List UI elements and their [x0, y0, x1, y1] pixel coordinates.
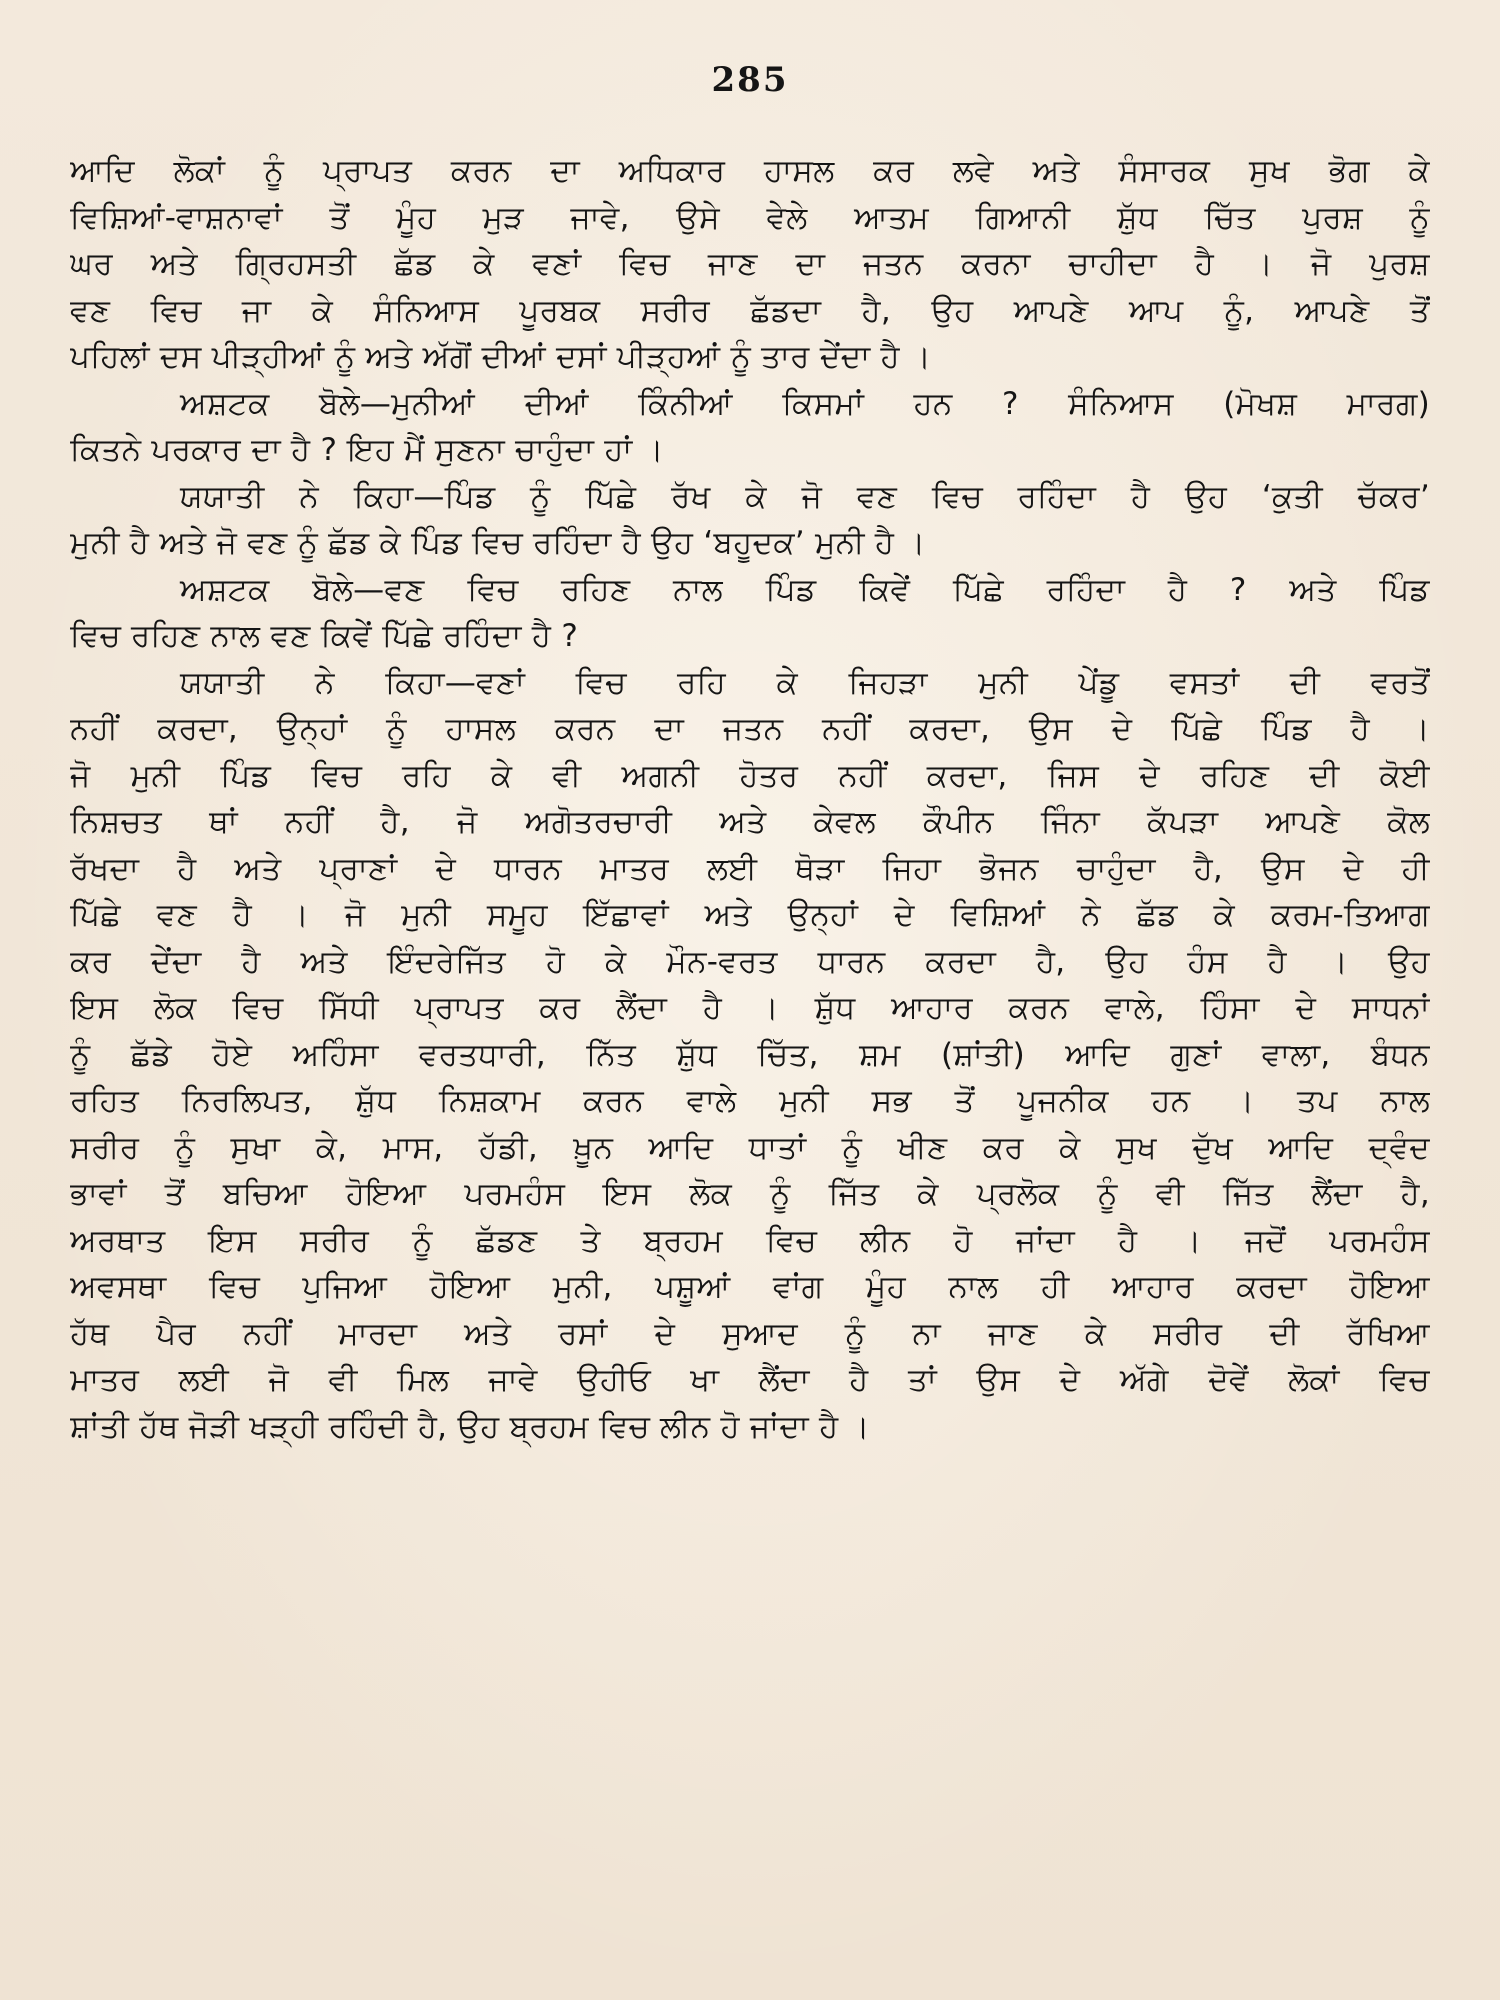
text-line: ਕਰ ਦੇਂਦਾ ਹੈ ਅਤੇ ਇੰਦਰੇਜਿੱਤ ਹੋ ਕੇ ਮੌਨ-ਵਰਤ ਧਾਰਨ ਕਰਦਾ ਹੈ, ਉਹ ਹੰਸ ਹੈ । ਉਹ [70, 943, 1430, 980]
text-line: ਹੱਥ ਪੈਰ ਨਹੀਂ ਮਾਰਦਾ ਅਤੇ ਰਸਾਂ ਦੇ ਸੁਆਦ ਨੂੰ ਨਾ ਜਾਣ ਕੇ ਸਰੀਰ ਦੀ ਰੱਖਿਆ [70, 1315, 1430, 1352]
page-number: 285 [711, 60, 789, 100]
text-line: ਮੁਨੀ ਹੈ ਅਤੇ ਜੋ ਵਣ ਨੂੰ ਛੱਡ ਕੇ ਪਿੰਡ ਵਿਚ ਰਹਿੰਦਾ ਹੈ ਉਹ ‘ਬਹੂਦਕ’ ਮੁਨੀ ਹੈ । [70, 525, 926, 561]
text-line: ਯਯਾਤੀ ਨੇ ਕਿਹਾ—ਵਣਾਂ ਵਿਚ ਰਹਿ ਕੇ ਜਿਹੜਾ ਮੁਨੀ ਪੇਂਡੂ ਵਸਤਾਂ ਦੀ ਵਰਤੋਂ [180, 664, 1430, 701]
text-line: ਨਿਸ਼ਚਤ ਥਾਂ ਨਹੀਂ ਹੈ, ਜੋ ਅਗੋਤਰਚਾਰੀ ਅਤੇ ਕੇਵਲ ਕੌਪੀਨ ਜਿੰਨਾ ਕੱਪੜਾ ਆਪਣੇ ਕੋਲ [70, 804, 1430, 840]
text-line: ਇਸ ਲੋਕ ਵਿਚ ਸਿੱਧੀ ਪ੍ਰਾਪਤ ਕਰ ਲੈਂਦਾ ਹੈ । ਸ਼ੁੱਧ ਆਹਾਰ ਕਰਨ ਵਾਲੇ, ਹਿੰਸਾ ਦੇ ਸਾਧਨਾਂ [70, 990, 1430, 1026]
text-line: ਅਸ਼ਟਕ ਬੋਲੇ—ਵਣ ਵਿਚ ਰਹਿਣ ਨਾਲ ਪਿੰਡ ਕਿਵੇਂ ਪਿੱਛੇ ਰਹਿੰਦਾ ਹੈ ? ਅਤੇ ਪਿੰਡ [180, 571, 1430, 608]
text-line: ਵਿਚ ਰਹਿਣ ਨਾਲ ਵਣ ਕਿਵੇਂ ਪਿੱਛੇ ਰਹਿੰਦਾ ਹੈ ? [70, 618, 579, 654]
text-line: ਸ਼ਾਂਤੀ ਹੱਥ ਜੋੜੀ ਖੜ੍ਹੀ ਰਹਿੰਦੀ ਹੈ, ਉਹ ਬ੍ਰਹਮ ਵਿਚ ਲੀਨ ਹੋ ਜਾਂਦਾ ਹੈ । [70, 1408, 870, 1445]
text-line: ਵਣ ਵਿਚ ਜਾ ਕੇ ਸੰਨਿਆਸ ਪੂਰਬਕ ਸਰੀਰ ਛੱਡਦਾ ਹੈ, ਉਹ ਆਪਣੇ ਆਪ ਨੂੰ, ਆਪਣੇ ਤੋਂ [70, 292, 1430, 329]
text-line: ਜੋ ਮੁਨੀ ਪਿੰਡ ਵਿਚ ਰਹਿ ਕੇ ਵੀ ਅਗਨੀ ਹੋਤਰ ਨਹੀਂ ਕਰਦਾ, ਜਿਸ ਦੇ ਰਹਿਣ ਦੀ ਕੋਈ [70, 757, 1430, 794]
text-line: ਅਸ਼ਟਕ ਬੋਲੇ—ਮੁਨੀਆਂ ਦੀਆਂ ਕਿੰਨੀਆਂ ਕਿਸਮਾਂ ਹਨ ? ਸੰਨਿਆਸ (ਮੋਖਸ਼ ਮਾਰਗ) [180, 385, 1430, 422]
text-line: ਯਯਾਤੀ ਨੇ ਕਿਹਾ—ਪਿੰਡ ਨੂੰ ਪਿੱਛੇ ਰੱਖ ਕੇ ਜੋ ਵਣ ਵਿਚ ਰਹਿੰਦਾ ਹੈ ਉਹ ‘ਕੁਤੀ ਚੱਕਰ’ [180, 478, 1430, 515]
text-line: ਅਰਥਾਤ ਇਸ ਸਰੀਰ ਨੂੰ ਛੱਡਣ ਤੇ ਬ੍ਰਹਮ ਵਿਚ ਲੀਨ ਹੋ ਜਾਂਦਾ ਹੈ । ਜਦੋਂ ਪਰਮਹੰਸ [70, 1222, 1430, 1259]
text-line: ਕਿਤਨੇ ਪਰਕਾਰ ਦਾ ਹੈ ? ਇਹ ਮੈਂ ਸੁਣਨਾ ਚਾਹੁੰਦਾ ਹਾਂ । [70, 432, 664, 468]
text-line: ਪਿੱਛੇ ਵਣ ਹੈ । ਜੋ ਮੁਨੀ ਸਮੂਹ ਇੱਛਾਵਾਂ ਅਤੇ ਉਨ੍ਹਾਂ ਦੇ ਵਿਸ਼ਿਆਂ ਨੇ ਛੱਡ ਕੇ ਕਰਮ-ਤਿਆਗ [70, 897, 1430, 933]
text-line: ਰੱਖਦਾ ਹੈ ਅਤੇ ਪ੍ਰਾਣਾਂ ਦੇ ਧਾਰਨ ਮਾਤਰ ਲਈ ਥੋੜਾ ਜਿਹਾ ਭੋਜਨ ਚਾਹੁੰਦਾ ਹੈ, ਉਸ ਦੇ ਹੀ [70, 850, 1430, 887]
text-line: ਆਦਿ ਲੋਕਾਂ ਨੂੰ ਪ੍ਰਾਪਤ ਕਰਨ ਦਾ ਅਧਿਕਾਰ ਹਾਸਲ ਕਰ ਲਵੇ ਅਤੇ ਸੰਸਾਰਕ ਸੁਖ ਭੋਗ ਕੇ [70, 153, 1430, 189]
text-line: ਮਾਤਰ ਲਈ ਜੋ ਵੀ ਮਿਲ ਜਾਵੇ ਉਹੀਓ ਖਾ ਲੈਂਦਾ ਹੈ ਤਾਂ ਉਸ ਦੇ ਅੱਗੇ ਦੋਵੇਂ ਲੋਕਾਂ ਵਿਚ [70, 1362, 1430, 1398]
text-line: ਨੂੰ ਛੱਡੇ ਹੋਏ ਅਹਿੰਸਾ ਵਰਤਧਾਰੀ, ਨਿੱਤ ਸ਼ੁੱਧ ਚਿੱਤ, ਸ਼ਮ (ਸ਼ਾਂਤੀ) ਆਦਿ ਗੁਣਾਂ ਵਾਲਾ, ਬੰਧਨ [70, 1036, 1430, 1073]
text-line: ਸਰੀਰ ਨੂੰ ਸੁਖਾ ਕੇ, ਮਾਸ, ਹੱਡੀ, ਖ਼ੂਨ ਆਦਿ ਧਾਤਾਂ ਨੂੰ ਖੀਣ ਕਰ ਕੇ ਸੁਖ ਦੁੱਖ ਆਦਿ ਦ੍ਵੰਦ [70, 1129, 1430, 1166]
text-line: ਨਹੀਂ ਕਰਦਾ, ਉਨ੍ਹਾਂ ਨੂੰ ਹਾਸਲ ਕਰਨ ਦਾ ਜਤਨ ਨਹੀਂ ਕਰਦਾ, ਉਸ ਦੇ ਪਿੱਛੇ ਪਿੰਡ ਹੈ । [70, 711, 1430, 747]
body-text [70, 148, 1430, 1450]
text-line: ਭਾਵਾਂ ਤੋਂ ਬਚਿਆ ਹੋਇਆ ਪਰਮਹੰਸ ਇਸ ਲੋਕ ਨੂੰ ਜਿੱਤ ਕੇ ਪ੍ਰਲੋਕ ਨੂੰ ਵੀ ਜਿੱਤ ਲੈਂਦਾ ਹੈ, [70, 1176, 1430, 1212]
text-line: ਅਵਸਥਾ ਵਿਚ ਪੁਜਿਆ ਹੋਇਆ ਮੁਨੀ, ਪਸ਼ੂਆਂ ਵਾਂਗ ਮੂੰਹ ਨਾਲ ਹੀ ਆਹਾਰ ਕਰਦਾ ਹੋਇਆ [70, 1269, 1430, 1305]
text-line: ਘਰ ਅਤੇ ਗ੍ਰਿਹਸਤੀ ਛੱਡ ਕੇ ਵਣਾਂ ਵਿਚ ਜਾਣ ਦਾ ਜਤਨ ਕਰਨਾ ਚਾਹੀਦਾ ਹੈ । ਜੋ ਪੁਰਸ਼ [70, 246, 1430, 282]
text-line: ਵਿਸ਼ਿਆਂ-ਵਾਸ਼ਨਾਵਾਂ ਤੋਂ ਮੂੰਹ ਮੁੜ ਜਾਵੇ, ਉਸੇ ਵੇਲੇ ਆਤਮ ਗਿਆਨੀ ਸ਼ੁੱਧ ਚਿੱਤ ਪੁਰਸ਼ ਨੂੰ [70, 199, 1430, 236]
text-line: ਰਹਿਤ ਨਿਰਲਿਪਤ, ਸ਼ੁੱਧ ਨਿਸ਼ਕਾਮ ਕਰਨ ਵਾਲੇ ਮੁਨੀ ਸਭ ਤੋਂ ਪੂਜਨੀਕ ਹਨ । ਤਪ ਨਾਲ [70, 1083, 1430, 1119]
text-line: ਪਹਿਲਾਂ ਦਸ ਪੀੜ੍ਹੀਆਂ ਨੂੰ ਅਤੇ ਅੱਗੋਂ ਦੀਆਂ ਦਸਾਂ ਪੀੜ੍ਹਆਂ ਨੂੰ ਤਾਰ ਦੇਂਦਾ ਹੈ । [70, 339, 932, 375]
